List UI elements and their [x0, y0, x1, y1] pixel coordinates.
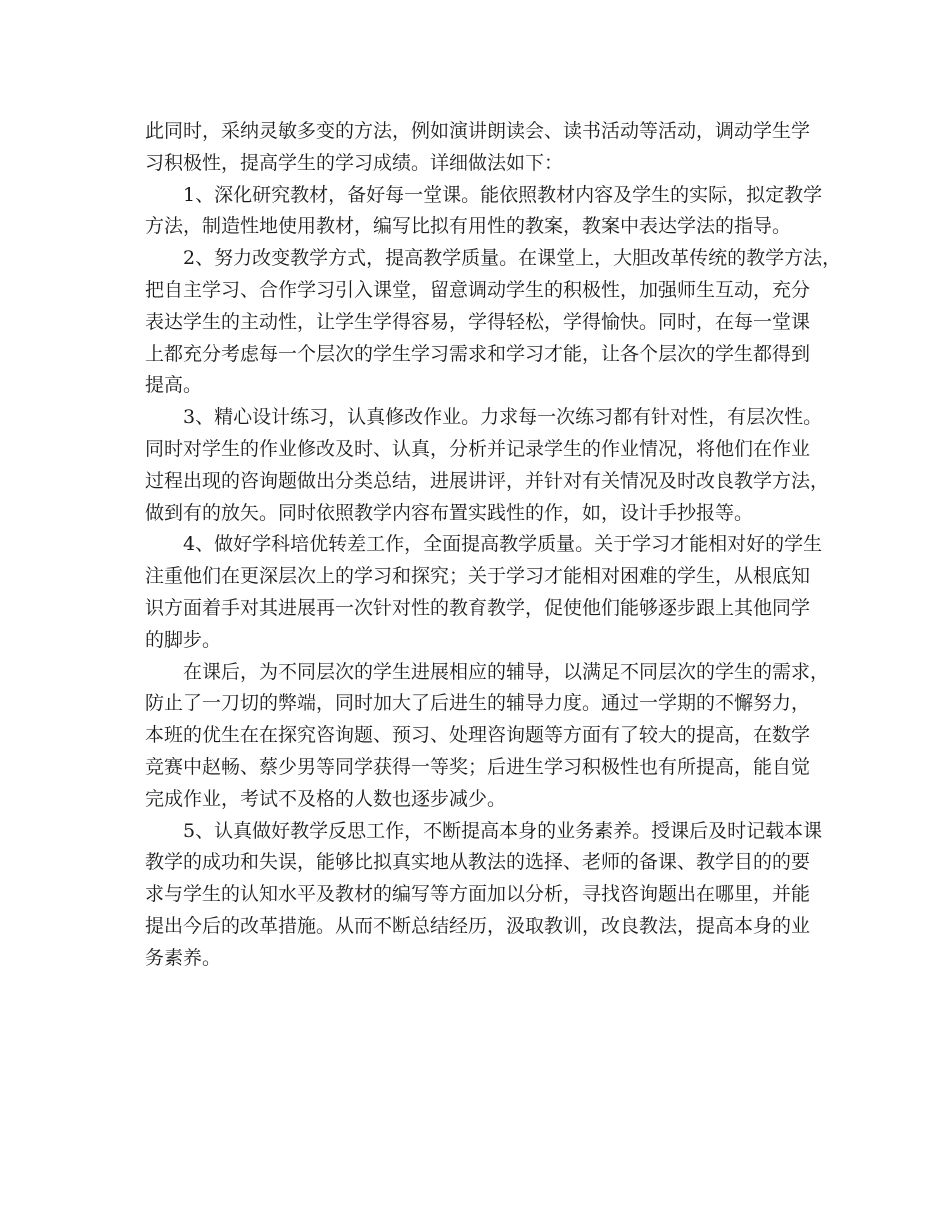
- text-line: 竞赛中赵畅、蔡少男等同学获得一等奖；后进生学习积极性也有所提高，能自觉: [145, 755, 811, 778]
- text-line: 过程出现的咨询题做出分类总结，进展讲评，并针对有关情况及时改良教学方法，: [145, 469, 830, 492]
- text-line: 本班的优生在在探究咨询题、预习、处理咨询题等方面有了较大的提高，在数学: [145, 724, 811, 747]
- text-line: 求与学生的认知水平及教材的编写等方面加以分析，寻找咨询题出在哪里，并能: [145, 883, 811, 906]
- paragraph-start-line: 5、认真做好教学反思工作，不断提高本身的业务素养。授课后及时记载本课: [183, 819, 823, 842]
- document-page: [145, 116, 842, 975]
- text-line: 同时对学生的作业修改及时、认真，分析并记录学生的作业情况，将他们在作业: [145, 437, 811, 460]
- text-line: 完成作业，考试不及格的人数也逐步减少。: [145, 787, 507, 810]
- paragraph-start-line: 4、做好学科培优转差工作，全面提高教学质量。关于学习才能相对好的学生: [183, 533, 823, 556]
- text-line: 表达学生的主动性，让学生学得容易，学得轻松，学得愉快。同时，在每一堂课: [145, 310, 811, 333]
- text-line: 务素养。: [145, 946, 222, 969]
- paragraph-start-line: 1、深化研究教材，备好每一堂课。能依照教材内容及学生的实际，拟定教学: [183, 183, 823, 206]
- text-line: 习积极性，提高学生的学习成绩。详细做法如下：: [145, 151, 564, 174]
- text-line: 识方面着手对其进展再一次针对性的教育教学，促使他们能够逐步跟上其他同学: [145, 596, 811, 619]
- text-line: 注重他们在更深层次上的学习和探究；关于学习才能相对困难的学生，从根底知: [145, 565, 811, 588]
- text-line: 上都充分考虑每一个层次的学生学习需求和学习才能，让各个层次的学生都得到: [145, 342, 811, 365]
- text-line: 提出今后的改革措施。从而不断总结经历，汲取教训，改良教法，提高本身的业: [145, 914, 811, 937]
- paragraph-start-line: 在课后，为不同层次的学生进展相应的辅导，以满足不同层次的学生的需求，: [183, 660, 830, 683]
- text-line: 教学的成功和失误，能够比拟真实地从教法的选择、老师的备课、教学目的的要: [145, 851, 811, 874]
- paragraph-start-line: 3、精心设计练习，认真修改作业。力求每一次练习都有针对性，有层次性。: [183, 406, 823, 429]
- text-line: 提高。: [145, 374, 203, 397]
- text-line: 防止了一刀切的弊端，同时加大了后进生的辅导力度。通过一学期的不懈努力，: [145, 692, 811, 715]
- text-line: 方法，制造性地使用教材，编写比拟有用性的教案，教案中表达学法的指导。: [145, 215, 792, 238]
- text-line: 把自主学习、合作学习引入课堂，留意调动学生的积极性，加强师生互动，充分: [145, 278, 811, 301]
- paragraph-start-line: 2、努力改变教学方式，提高教学质量。在课堂上，大胆改革传统的教学方法，: [183, 247, 842, 270]
- text-line: 做到有的放矢。同时依照教学内容布置实践性的作，如，设计手抄报等。: [145, 501, 754, 524]
- text-line: 的脚步。: [145, 628, 222, 651]
- text-line: 此同时，采纳灵敏多变的方法，例如演讲朗读会、读书活动等活动，调动学生学: [145, 120, 811, 142]
